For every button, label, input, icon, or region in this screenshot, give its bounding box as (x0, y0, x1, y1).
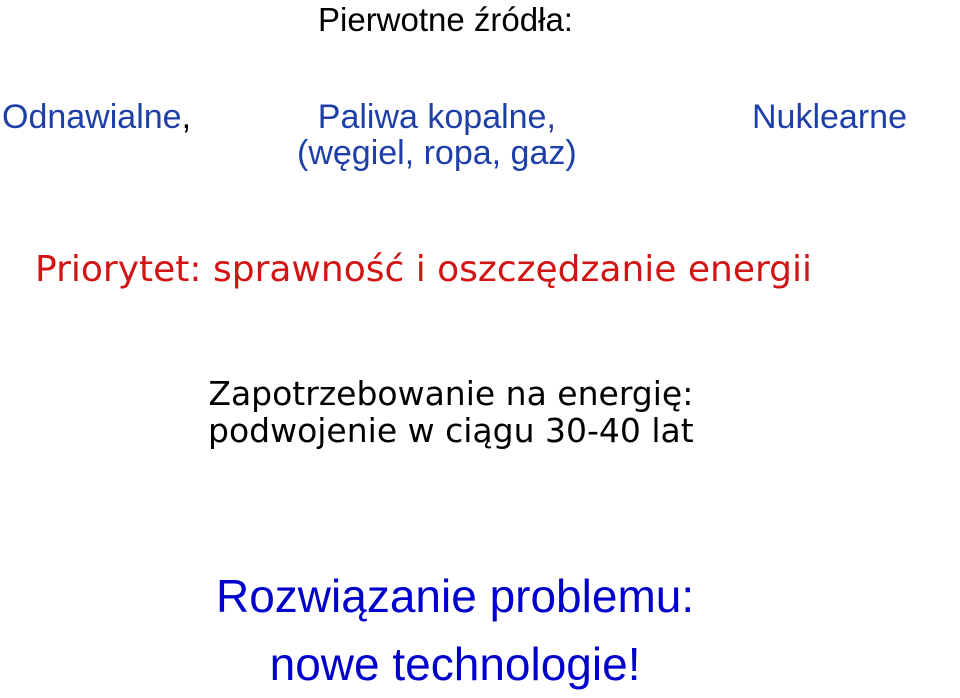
source-fossil (297, 100, 577, 171)
source-renewable (2, 100, 191, 134)
source-fossil-examples: (węgiel, ropa, gaz) (297, 133, 577, 172)
solution-line-2: nowe technologie! (269, 638, 641, 691)
source-fossil-label: Paliwa kopalne, (317, 98, 556, 136)
demand-statement (208, 376, 694, 450)
source-nuclear: Nuklearne (752, 98, 907, 136)
priority-statement: Priorytet: sprawność i oszczędzanie energii (35, 249, 813, 290)
solution-statement (216, 562, 694, 698)
solution-line-1: Rozwiązanie problemu: (216, 570, 695, 622)
source-renewable-label: Odnawialne (2, 98, 182, 136)
demand-line-2: podwojenie w ciągu 30-40 lat (208, 410, 694, 450)
source-renewable-separator: , (181, 98, 192, 136)
demand-line-1: Zapotrzebowanie na energię: (208, 374, 694, 413)
slide-title: Pierwotne źródła: (318, 1, 573, 38)
